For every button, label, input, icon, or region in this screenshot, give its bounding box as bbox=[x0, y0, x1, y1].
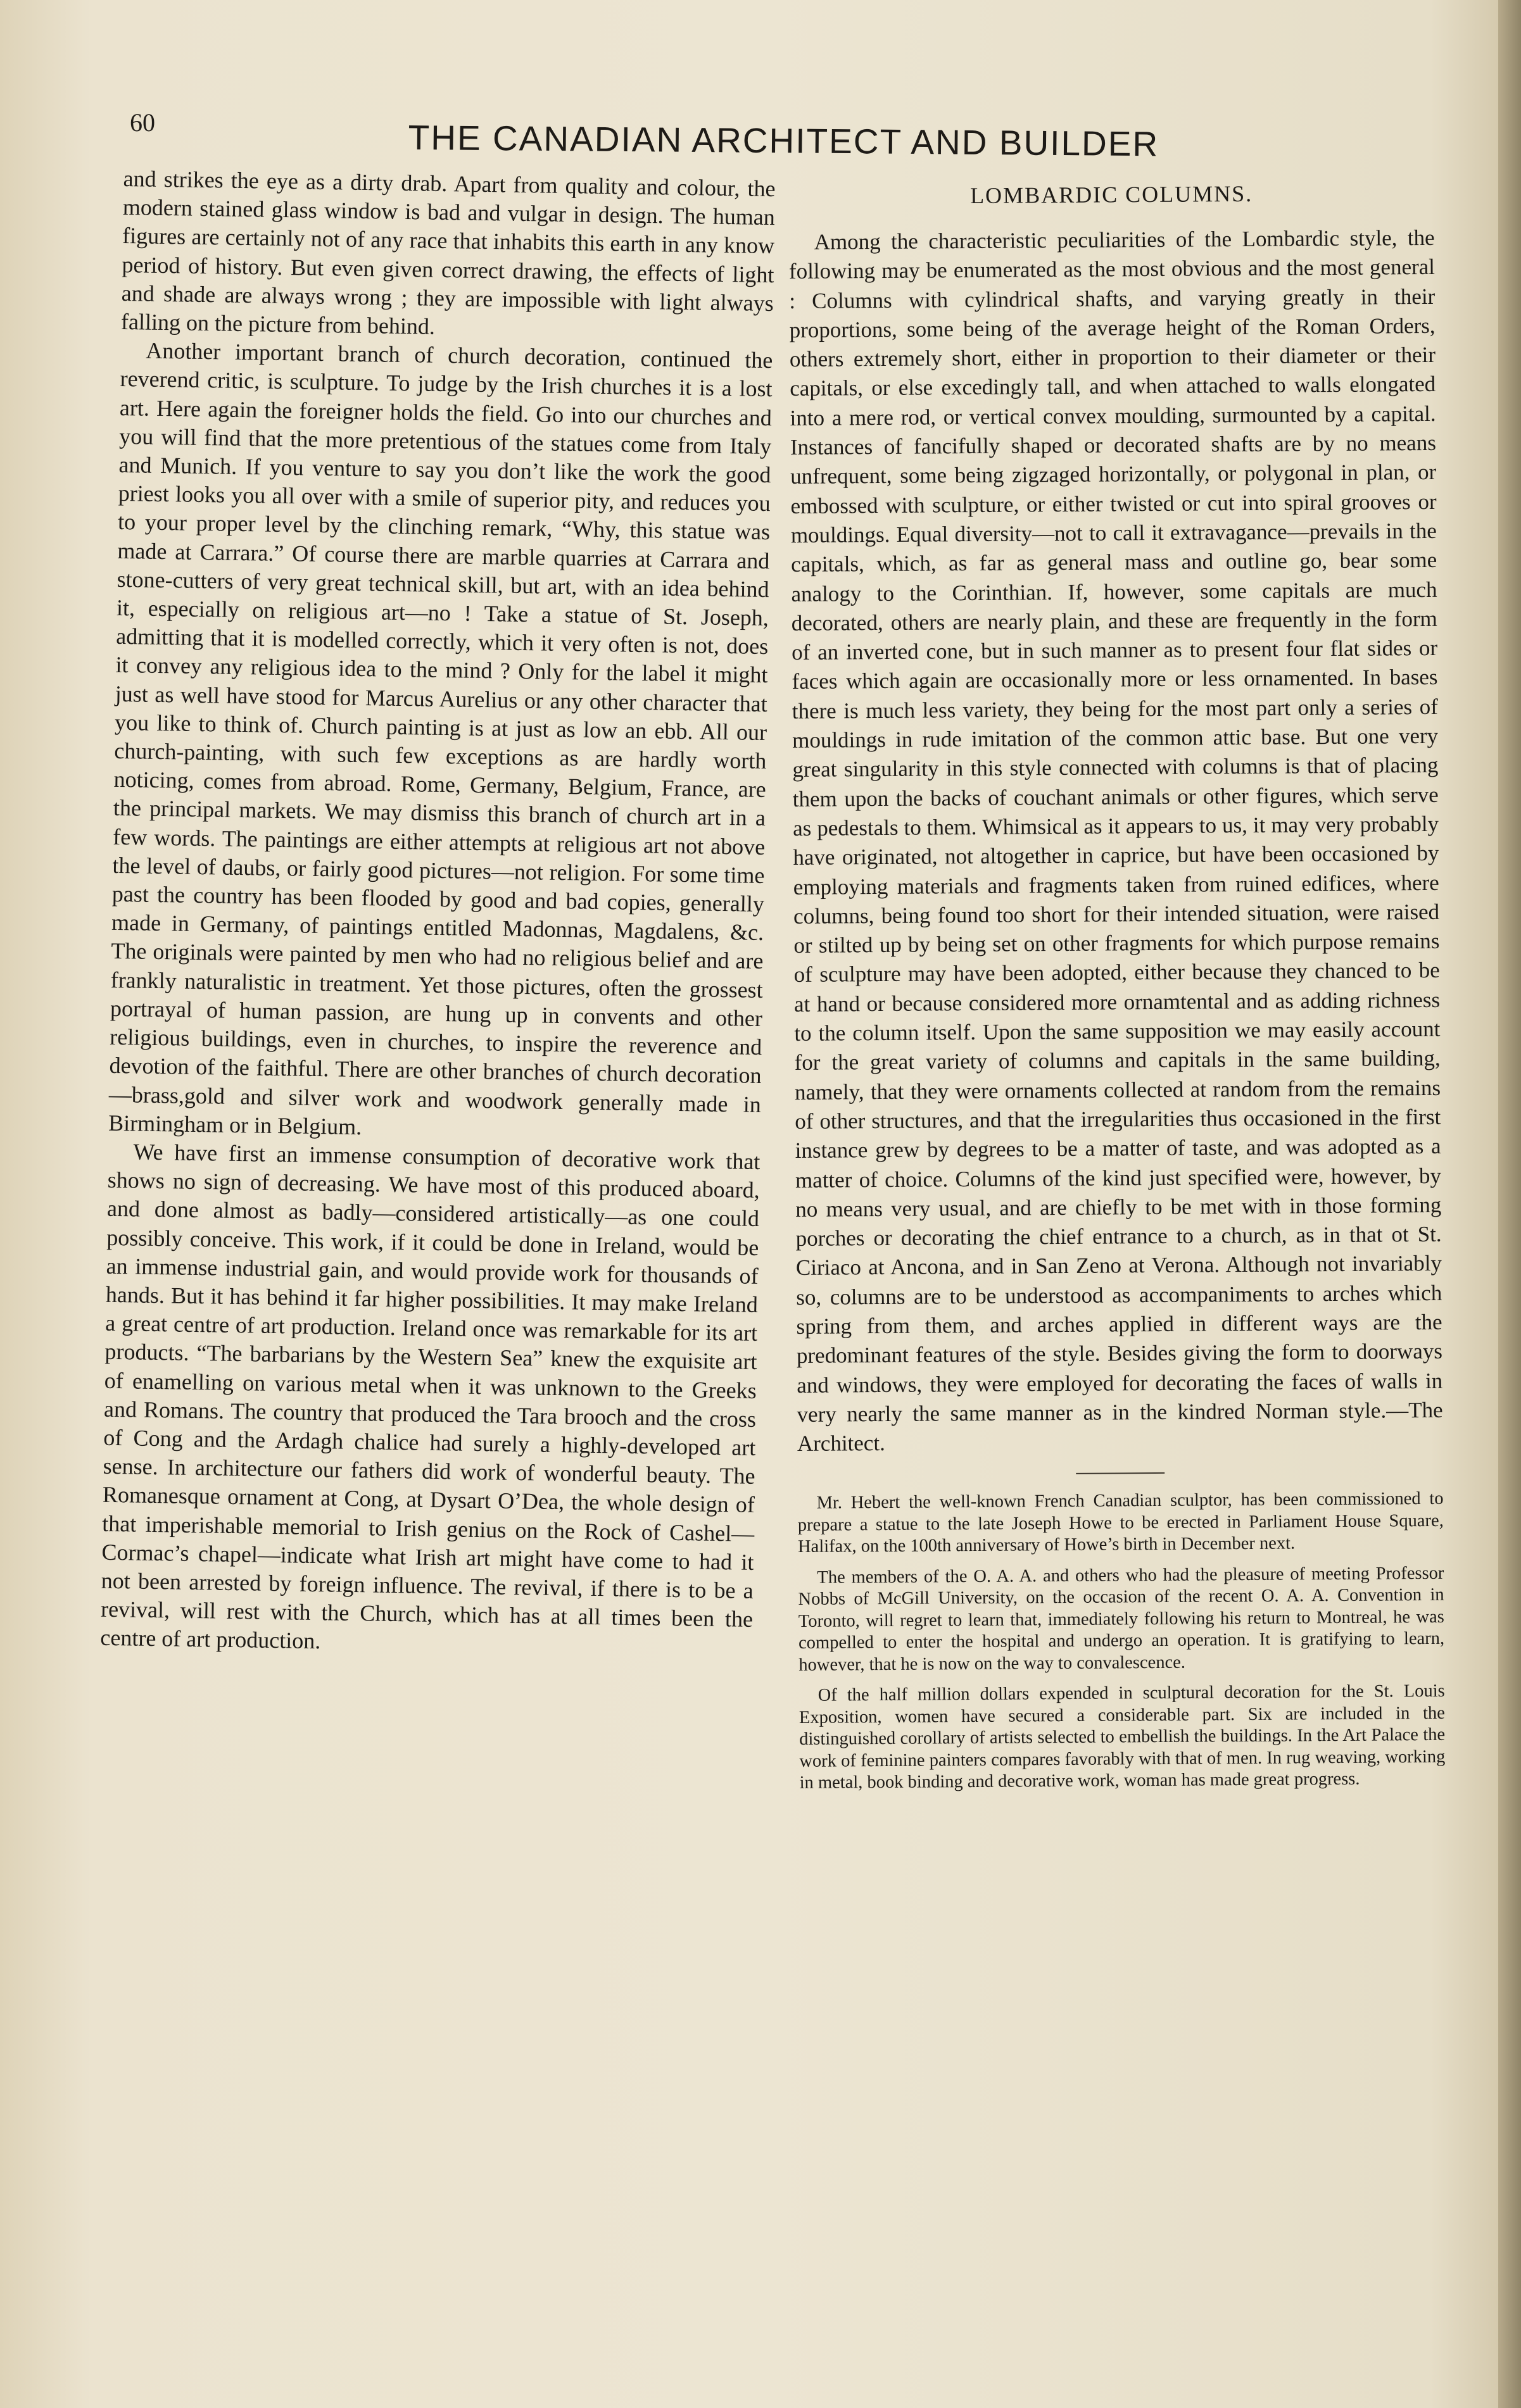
news-note: The members of the O. A. A. and others who had the pleasure of meeting Professor Nobbs of McGill University, on the occasion of the recent O. A. A. Convention in Toronto, will regret to learn that, immediately following his return to Montreal, he was compelled to enter the hospital and undergo an operation. It is gratifying to learn, however, that he is now on the way to convalescence. bbox=[798, 1563, 1445, 1675]
right-column bbox=[788, 179, 1446, 1803]
left-paragraph: Another important branch of church decoration, continued the reverend critic, is sculpture. To judge by the Irish churches it is a lost art. Here again the foreigner holds the field. Go into our churches and you will find that the more pretentious of the statues come from Italy and Munich. If you venture to say you don’t like the work the good priest looks you all over with a smile of superior pity, and reduces you to your proper level by the clinching remark, “Why, this statue was made at Carrara.” Of course there are marble quarries at Carrara and stone-cutters of very great technical skill, but art, with an idea behind it, especially on religious art—no ! Take a statue of St. Joseph, admitting that it is modelled correctly, which it very often is not, does it convey any religious idea to the mind ? Only for the label it might just as well have stood for Marcus Aurelius or any other character that you like to think of. Church painting is at just as low an ebb. All our church-painting, with such few exceptions as are hardly worth noticing, comes from abroad. Rome, Germany, Belgium, France, are the principal markets. We may dismiss this branch of church art in a few words. The paintings are either attempts at religious art not above the level of daubs, or fairly good pictures—not religion. For some time past the country has been flooded by good and bad copies, generally made in Germany, of paintings entitled Madonnas, Magdalens, &c. The originals were painted by men who had no religious belief and are frankly naturalistic in treatment. Yet those pictures, often the grossest portrayal of human passion, are hung up in convents and other religious buildings, even in churches, to inspire the reverence and devotion of the faithful. There are other branches of church decoration—brass,gold and silver work and woodwork generally made in Birmingham or in Belgium. bbox=[108, 337, 773, 1139]
left-paragraph: and strikes the eye as a dirty drab. Apart from quality and colour, the modern stained glass window is bad and vulgar in design. The human figures are certainly not of any race that inhabits this earth in any know period of history. But even given correct drawing, the effects of light and shade are always wrong ; they are impossible with light always falling on the picture from behind. bbox=[120, 165, 776, 339]
page-binding-edge bbox=[1498, 0, 1521, 2408]
news-note: Of the half million dollars expended in sculptural decoration for the St. Louis Exposition, women have secured a considerable part. Six are included in the distinguished corollary of artists selected to embellish the buildings. In the Art Palace the work of feminine painters compares favorably with that of men. In rug weaving, working in metal, book binding and decorative work, woman has made great progress. bbox=[798, 1681, 1446, 1793]
section-divider bbox=[1076, 1472, 1164, 1474]
news-notes bbox=[797, 1488, 1445, 1795]
news-note: Mr. Hebert the well-known French Canadian sculptor, has been commissioned to prepare a statue to the late Joseph Howe to be erected in Parliament House Square, Halifax, on the 100th anniversary of Howe’s birth in December next. bbox=[797, 1489, 1444, 1557]
article-paragraph: Among the characteristic peculiarities of the Lombardic style, the following may be enumerated as the most obvious and the most general : Columns with cylindrical shafts, and varying greatly in their proportions, some being of the average height of the Roman Orders, others extremely short, either in proportion to their diameter or their capitals, or else excedingly tall, and when attached to walls elongated into a mere rod, or vertical convex moulding, surmounted by a capital. Instances of fancifully shaped or decorated shafts are by no means unfrequent, some being zigzaged horizontally, or polygonal in plan, or embossed with sculpture, or either twisted or cut into spiral grooves or mouldings. Equal diversity—not to call it extravagance—prevails in the capitals, which, as far as general mass and outline go, bear some analogy to the Corinthian. If, however, some capitals are much decorated, others are nearly plain, and these are frequently in the form of an inverted cone, but in such manner as to present four flat sides or faces which again are occasionally more or less ornamented. In bases there is much less variety, they being for the most part only a series of mouldings in rude imitation of the common attic base. But one very great singularity in this style connected with columns is that of placing them upon the backs of couchant animals or other figures, which serve as pedestals to them. Whimsical as it appears to us, it may very probably have originated, not altogether in caprice, but have been occasioned by employing materials and fragments taken from ruined edifices, where columns, being found too short for their intended situation, were raised or stilted up by being set on other fragments for which purpose remains of sculpture may have been adopted, either because they chanced to be at hand or because considered more ornamtental and as adding richness to the column itself. Upon the same supposition we may easily account for the great variety of columns and capitals in the same building, namely, that they were ornaments collected at random from the remains of other structures, and that the irregularities thus occasioned in the first instance grew by degrees to be a matter of taste, and was adopted as a matter of choice. Columns of the kind just specified were, however, by no means very usual, and are chiefly to be met with in those forming porches or decorating the chief entrance to a church, as in that ot St. Ciriaco at Ancona, and in San Zeno at Verona. Although not invariably so, columns are to be understood as accompaniments to arches which spring from them, and arches applied in different ways are the predominant features of the style. Besides giving the form to doorways and windows, they were employed for decorating the faces of walls in very nearly the same manner as in the kindred Norman style.—The Architect. bbox=[788, 225, 1443, 1457]
article-title: LOMBARDIC COLUMNS. bbox=[969, 180, 1253, 208]
article-body bbox=[788, 223, 1443, 1459]
page-number: 60 bbox=[130, 108, 155, 137]
left-column bbox=[100, 165, 776, 1662]
left-paragraph: We have first an immense consumption of decorative work that shows no sign of decreasing. We have most of this produced aboard, and done almost as badly—considered artistically—as one could possibly conceive. This work, if it could be done in Ireland, would be an immense industrial gain, and would provide work for thousands of hands. But it has behind it far higher possibilities. It may make Ireland a great centre of art production. Ireland once was remarkable for its art products. “The barbarians by the Western Sea” knew the exquisite art of enamelling on various metal when it was unknown to the Greeks and Romans. The country that produced the Tara brooch and the cross of Cong and the Ardagh chalice had surely a highly-developed art sense. In architecture our fathers did work of wonderful beauty. The Romanesque ornament at Cong, at Dysart O’Dea, the whole design of that imperishable memorial to Irish genius on the Rock of Cashel—Cormac’s chapel—indicate what Irish art might have come to had it not been arrested by foreign influence. The revival, if there is to be a revival, will rest with the Church, which has at all times been the centre of art production. bbox=[100, 1139, 761, 1654]
masthead-title: THE CANADIAN ARCHITECT AND BUILDER bbox=[408, 117, 1159, 164]
